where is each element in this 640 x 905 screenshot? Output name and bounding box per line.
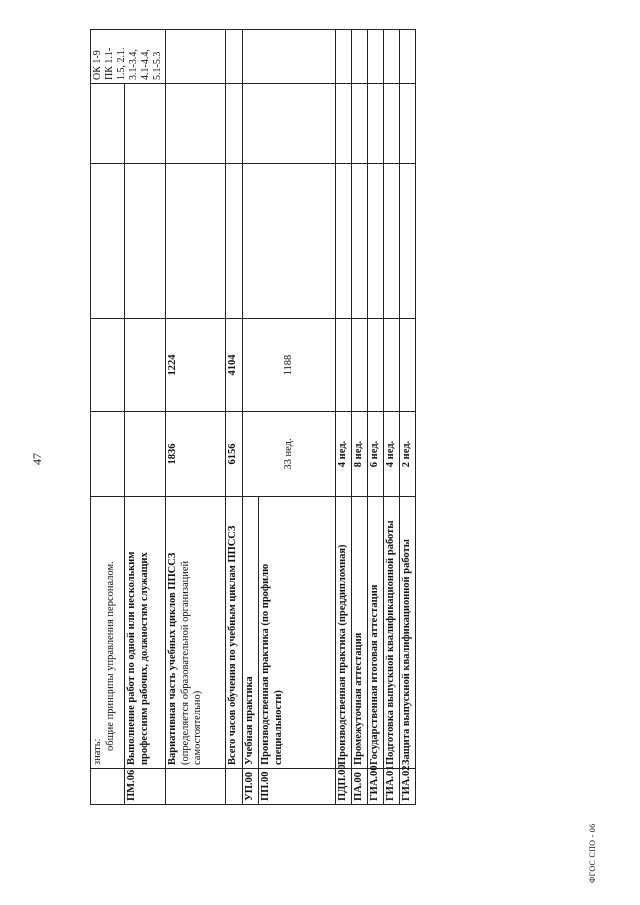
row-name-cell: Защита выпускной квалификационной работы <box>400 497 416 769</box>
hours-cell <box>368 319 384 412</box>
table-row <box>352 30 368 805</box>
discipline-cell <box>368 164 384 319</box>
competencies-cell <box>166 30 226 84</box>
table-row <box>226 30 243 805</box>
competencies-cell <box>91 30 166 84</box>
codes-cell <box>384 84 400 164</box>
variative-title: Вариативная часть учебных циклов ППССЗ <box>167 552 178 765</box>
row-name-cell: Подготовка выпускной квалификационной работы <box>384 497 400 769</box>
competencies-cell <box>368 30 384 84</box>
row-name-cell <box>166 497 226 769</box>
hours-cell: 1224 <box>166 319 226 412</box>
hours-cell <box>336 319 352 412</box>
table-row <box>243 30 259 805</box>
competency-line: 4.1-4.4, <box>140 49 151 80</box>
table-row <box>124 30 165 805</box>
discipline-cell <box>124 164 165 319</box>
competencies-cell <box>336 30 352 84</box>
hours-cell <box>124 319 165 412</box>
competency-line: 3.1-3.4, <box>128 49 139 80</box>
discipline-cell <box>384 164 400 319</box>
competency-line: ОК 1-9 <box>92 50 103 80</box>
table-row <box>400 30 416 805</box>
duration-cell: 6 нед. <box>368 412 384 497</box>
row-index-cell <box>166 769 226 805</box>
row-name-cell: Учебная практика <box>243 497 259 769</box>
curriculum-table <box>90 29 416 805</box>
competencies-cell <box>352 30 368 84</box>
discipline-cell <box>243 164 336 319</box>
row-index-cell: ПП.00 <box>259 769 336 805</box>
codes-cell <box>226 84 243 164</box>
hours-cell: 4104 <box>226 319 243 412</box>
page-number: 47 <box>30 453 44 465</box>
codes-cell <box>336 84 352 164</box>
table-row <box>368 30 384 805</box>
table-row <box>384 30 400 805</box>
row-index-cell: ГИА.00 <box>368 769 384 805</box>
competency-line: ПК 1.1-1.5, 2.1. <box>104 47 127 80</box>
row-index-cell: ГИА.01 <box>384 769 400 805</box>
table-row <box>91 30 125 805</box>
codes-cell <box>166 84 226 164</box>
discipline-cell <box>91 164 125 319</box>
know-label: знать: <box>92 738 103 765</box>
discipline-cell <box>352 164 368 319</box>
max-hours-cell <box>91 412 125 497</box>
duration-cell: 8 нед. <box>352 412 368 497</box>
max-hours-cell: 1836 <box>166 412 226 497</box>
row-index-cell: ПА.00 <box>352 769 368 805</box>
row-index-cell: ПДП.00 <box>336 769 352 805</box>
table-row <box>166 30 226 805</box>
hours-cell: 1188 <box>243 319 336 412</box>
codes-cell <box>352 84 368 164</box>
codes-cell <box>124 84 165 164</box>
row-name-cell <box>91 497 125 769</box>
row-name-cell: Производственная практика (по профилю специальности) <box>259 497 336 769</box>
row-index-cell: УП.00 <box>243 769 259 805</box>
hours-cell <box>352 319 368 412</box>
know-item: общие принципы управления персоналом. <box>104 561 116 751</box>
codes-cell <box>243 84 336 164</box>
codes-cell <box>368 84 384 164</box>
variative-note: (определяется образовательной организацией самостоятельно) <box>179 560 204 765</box>
codes-cell <box>400 84 416 164</box>
duration-cell: 33 нед. <box>243 412 336 497</box>
competency-line: 5.1-5.3 <box>152 51 163 80</box>
row-name-cell: Промежуточная аттестация <box>352 497 368 769</box>
discipline-cell <box>166 164 226 319</box>
competencies-cell <box>243 30 336 84</box>
hours-cell <box>384 319 400 412</box>
row-name-cell: Производственная практика (преддипломная) <box>336 497 352 769</box>
table-row <box>336 30 352 805</box>
competencies-cell <box>226 30 243 84</box>
max-hours-cell: 6156 <box>226 412 243 497</box>
competencies-cell <box>384 30 400 84</box>
max-hours-cell <box>124 412 165 497</box>
duration-cell: 4 нед. <box>384 412 400 497</box>
hours-cell <box>400 319 416 412</box>
duration-cell: 2 нед. <box>400 412 416 497</box>
hours-cell <box>91 319 125 412</box>
duration-cell: 4 нед. <box>336 412 352 497</box>
row-name-cell: Выполнение работ по одной или нескольким профессиям рабочих, должностям служащих <box>124 497 165 769</box>
row-index-cell <box>226 769 243 805</box>
discipline-cell <box>226 164 243 319</box>
row-index-cell: ГИА.02 <box>400 769 416 805</box>
row-index-cell <box>91 769 125 805</box>
row-name-cell: Государственная итоговая аттестация <box>368 497 384 769</box>
footer-standard-label: ФГОС СПО - 06 <box>588 823 597 883</box>
discipline-cell <box>400 164 416 319</box>
row-name-cell: Всего часов обучения по учебным циклам ППССЗ <box>226 497 243 769</box>
row-index-cell: ПМ.06 <box>124 769 165 805</box>
discipline-cell <box>336 164 352 319</box>
codes-cell <box>91 84 125 164</box>
competencies-cell <box>400 30 416 84</box>
